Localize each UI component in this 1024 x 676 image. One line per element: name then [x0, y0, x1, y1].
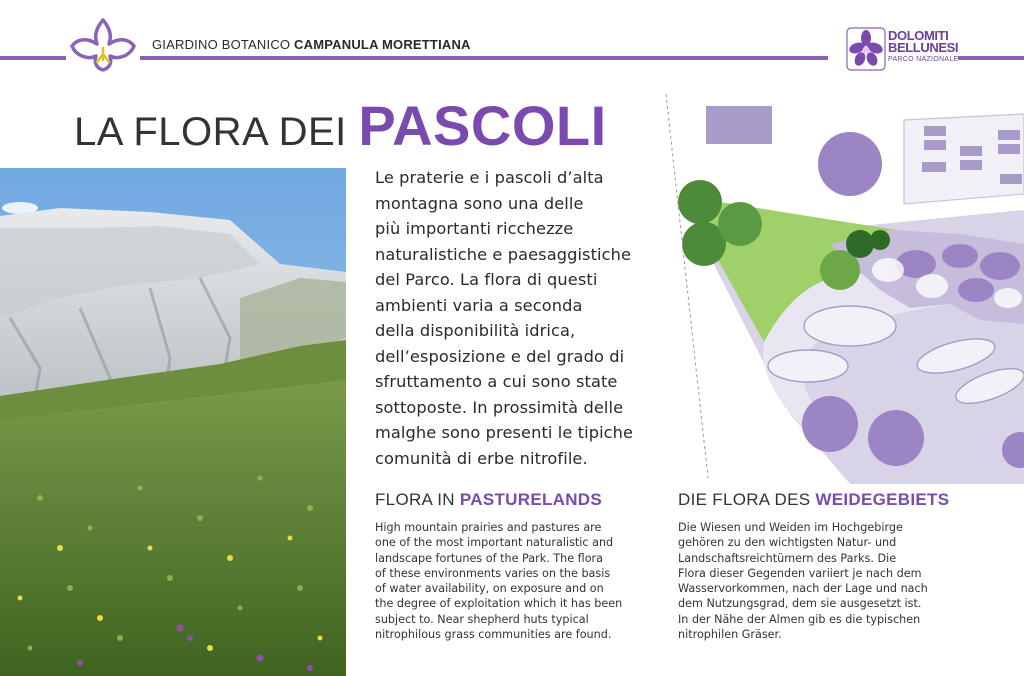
park-name — [888, 30, 958, 54]
park-name-line1: DOLOMITI — [888, 28, 949, 43]
park-subtitle: PARCO NAZIONALE — [888, 56, 959, 63]
german-section-body: Die Wiesen und Weiden im Hochgebirge gehören zu den wichtigsten Natur- und Landschaftsreichtümern des Parks. Die Flora dieser Gegenden variiert je nach dem Wasservorkommen, nach der Lage und nach dem Nutzungsgrad, dem sie ausgesetzt ist. In der Nähe der Almen gib es die typischen nitrophilen Gräser. — [678, 521, 928, 642]
map-divider-line — [662, 94, 722, 484]
page-title-light: LA FLORA DEI — [74, 110, 359, 154]
german-title-bold: WEIDEGEBIETS — [815, 490, 950, 509]
english-title-bold: PASTURELANDS — [459, 490, 603, 509]
german-title-light: DIE FLORA DES — [678, 490, 816, 509]
purple-flower-emblem-icon — [846, 26, 886, 72]
campanula-flower-icon — [66, 14, 140, 72]
mountain-pasture-illustration — [0, 168, 346, 676]
english-section-title — [375, 490, 602, 510]
english-section-body: High mountain prairies and pastures are one of the most important naturalistic and landscape fortunes of the Park. The flora of these environments varies on the basis of water availability, on exposure and on the degree of exploitation which it has been subject to. Near shepherd huts typical nitrophilous grass communities are found. — [375, 521, 623, 642]
header-title-bold: CAMPANULA MORETTIANA — [294, 37, 471, 52]
page-title — [74, 93, 607, 158]
english-title-light: FLORA IN — [375, 490, 460, 509]
header-rule-right — [958, 56, 1024, 60]
italian-text: Le praterie e i pascoli d’alta montagna sono una delle più importanti ricchezze naturalistiche e paesaggistiche del Parco. La flora di questi ambienti varia a seconda della disponibilità idrica, dell’esposizione e del grado di sfruttamento a cui sono state sottoposte. In prossimità delle malghe sono presenti le tipiche comunità di erbe nitrofile. — [375, 168, 634, 468]
park-name-line2: BELLUNESI — [888, 40, 959, 55]
header-title — [152, 37, 471, 52]
mountain-pasture-photo — [0, 168, 346, 676]
page-title-bold: PASCOLI — [358, 94, 607, 157]
german-section-title — [678, 490, 949, 510]
page-header — [0, 0, 1024, 80]
park-logo — [838, 26, 966, 74]
header-title-light: GIARDINO BOTANICO — [152, 37, 295, 52]
